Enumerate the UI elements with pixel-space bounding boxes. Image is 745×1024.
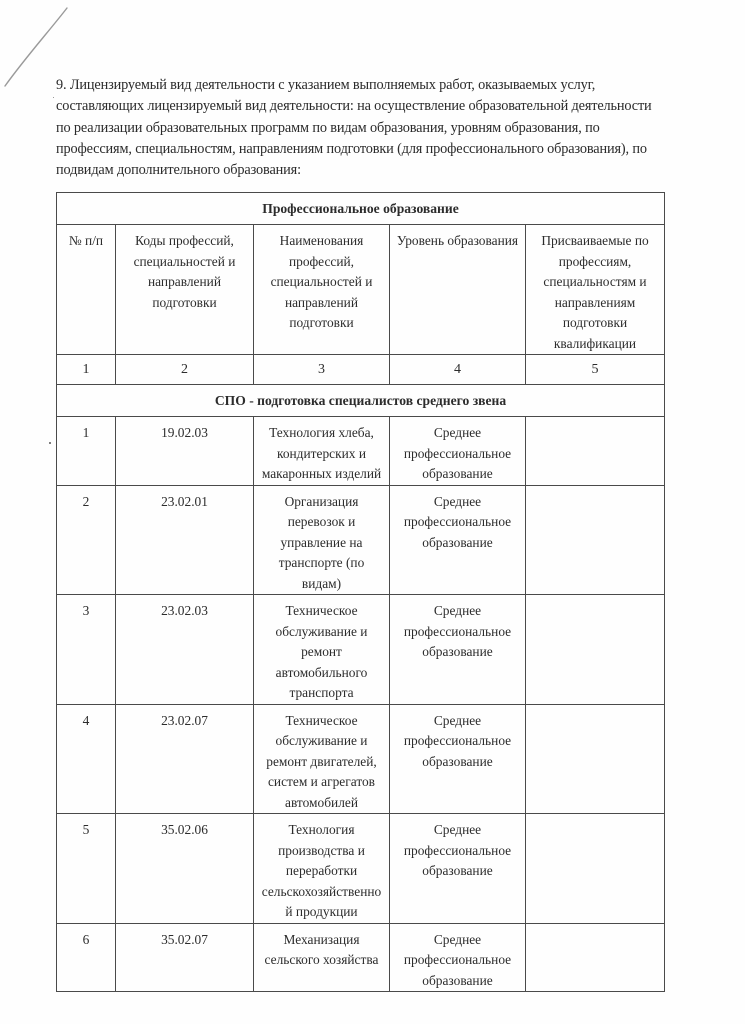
column-number: 4 — [390, 355, 526, 385]
column-number: 2 — [116, 355, 254, 385]
column-number-row — [57, 355, 665, 385]
cell-line: образование — [422, 466, 493, 481]
header-line: специальностям и — [543, 274, 647, 289]
qualification-cell — [526, 417, 665, 486]
cell-line: профессиональное — [403, 733, 512, 748]
cell-line: транспорта — [289, 685, 354, 700]
section-title-row — [57, 385, 665, 417]
qualification-cell — [526, 923, 665, 992]
education-level-cell — [390, 485, 526, 595]
table-row — [57, 814, 665, 924]
table-row — [57, 704, 665, 814]
header-cell-number — [57, 225, 116, 355]
cell-line: ремонт — [301, 644, 342, 659]
cell-line: образование — [422, 972, 493, 988]
cell-line: кондитерских и — [277, 445, 366, 461]
qualification-cell — [526, 814, 665, 924]
specialty-name-cell — [254, 417, 390, 486]
education-level-cell — [390, 704, 526, 814]
cell-line: Механизация — [283, 931, 360, 947]
cell-line: обслуживание и — [275, 733, 368, 748]
cell-line: макаронных изделий — [261, 466, 382, 481]
cell-line: переработки — [285, 863, 358, 878]
cell-line: перевозок и — [287, 514, 356, 529]
header-cell-names — [254, 225, 390, 355]
education-level-cell — [390, 595, 526, 705]
table-title: Профессиональное образование — [57, 193, 665, 225]
cell-line: Технология — [288, 822, 355, 837]
education-level-cell — [390, 814, 526, 924]
intro-line: 9. Лицензируемый вид деятельности с указанием выполняемых работ, оказываемых услуг, — [56, 77, 596, 93]
cell-line: производства и — [278, 842, 365, 858]
row-number-cell: 6 — [57, 923, 116, 992]
cell-line: систем и агрегатов — [267, 774, 376, 789]
column-number: 5 — [526, 355, 665, 385]
specialty-code-cell: 23.02.07 — [116, 704, 254, 814]
cell-line: Техническое — [285, 603, 358, 618]
cell-line: образование — [422, 863, 493, 878]
header-line: профессиям, — [558, 253, 632, 269]
header-line: квалификации — [553, 335, 637, 351]
specialty-code-cell: 23.02.03 — [116, 595, 254, 705]
header-line: направлений — [147, 274, 221, 289]
header-line: направлений — [284, 294, 358, 310]
cell-line: обслуживание и — [275, 623, 368, 639]
row-number-cell: 4 — [57, 704, 116, 814]
cell-line: видам) — [301, 575, 342, 591]
table-header-row — [57, 225, 665, 355]
cell-line: профессиональное — [403, 623, 512, 639]
specialty-name-cell — [254, 595, 390, 705]
column-number: 1 — [57, 355, 116, 385]
qualification-cell — [526, 595, 665, 705]
license-table — [56, 192, 665, 992]
cell-line: образование — [422, 753, 493, 769]
row-number-cell: 2 — [57, 485, 116, 595]
cell-line: Среднее — [433, 822, 482, 837]
header-line: № п/п — [68, 233, 104, 248]
header-line: подготовки — [152, 294, 217, 310]
table-row — [57, 417, 665, 486]
row-number-cell: 5 — [57, 814, 116, 924]
header-line: подготовки — [562, 315, 628, 330]
header-line: профессий, — [288, 253, 355, 269]
table-row — [57, 595, 665, 705]
header-line: специальностей и — [270, 274, 373, 289]
header-line: подготовки — [289, 315, 354, 330]
header-line: Коды профессий, — [135, 233, 234, 248]
header-cell-level — [390, 225, 526, 355]
table-row — [57, 485, 665, 595]
cell-line: образование — [422, 534, 493, 550]
intro-line: составляющих лицензируемый вид деятельности: на осуществление образовательной деятельности — [56, 98, 652, 115]
section-9-paragraph — [56, 75, 676, 181]
qualification-cell — [526, 485, 665, 595]
cell-line: Среднее — [433, 493, 482, 509]
education-level-cell — [390, 923, 526, 992]
cell-line: автомобилей — [285, 794, 358, 810]
header-cell-qualification — [526, 225, 665, 355]
intro-line: по реализации образовательных программ по видам образования, уровням образования, по — [56, 119, 600, 136]
scan-dot-mark — [53, 97, 54, 98]
cell-line: Среднее — [433, 425, 482, 440]
row-number-cell: 3 — [57, 595, 116, 705]
section-title: СПО - подготовка специалистов среднего звена — [57, 385, 665, 417]
cell-line: образование — [422, 644, 493, 659]
cell-line: Технология хлеба, — [269, 425, 374, 440]
header-line: направлениям — [554, 294, 636, 310]
cell-line: сельского хозяйства — [264, 952, 379, 967]
header-line: специальностей и — [133, 253, 236, 269]
table-title-row — [57, 193, 665, 225]
header-line: Присваиваемые по — [541, 233, 649, 248]
header-cell-codes — [116, 225, 254, 355]
cell-line: профессиональное — [403, 952, 512, 967]
cell-line: автомобильного — [275, 664, 368, 680]
specialty-name-cell — [254, 923, 390, 992]
qualification-cell — [526, 704, 665, 814]
column-number: 3 — [254, 355, 390, 385]
cell-line: профессиональное — [403, 514, 512, 529]
specialty-name-cell — [254, 814, 390, 924]
header-line: Уровень образования — [396, 233, 519, 248]
table-row — [57, 923, 665, 992]
cell-line: й продукции — [285, 904, 358, 919]
cell-line: профессиональное — [403, 445, 512, 461]
specialty-name-cell — [254, 704, 390, 814]
education-level-cell — [390, 417, 526, 486]
row-number-cell: 1 — [57, 417, 116, 486]
intro-line: профессиям, специальностям, направлениям подготовки (для профессионального образования), по — [56, 140, 647, 157]
specialty-code-cell: 35.02.06 — [116, 814, 254, 924]
cell-line: управление на — [280, 534, 363, 550]
intro-line: подвидам дополнительного образования: — [56, 162, 301, 179]
cell-line: Среднее — [433, 712, 482, 728]
cell-line: Среднее — [433, 931, 482, 947]
cell-line: профессиональное — [403, 842, 512, 858]
cell-line: транспорте (по — [278, 555, 365, 570]
cell-line: Организация — [284, 493, 359, 509]
cell-line: Техническое — [285, 712, 358, 728]
header-line: Наименования — [279, 233, 364, 248]
specialty-name-cell — [254, 485, 390, 595]
specialty-code-cell: 23.02.01 — [116, 485, 254, 595]
specialty-code-cell: 35.02.07 — [116, 923, 254, 992]
cell-line: сельскохозяйственно — [261, 883, 382, 899]
cell-line: ремонт двигателей, — [266, 753, 377, 769]
cell-line: Среднее — [433, 603, 482, 618]
specialty-code-cell: 19.02.03 — [116, 417, 254, 486]
scan-dot-mark — [49, 442, 51, 444]
